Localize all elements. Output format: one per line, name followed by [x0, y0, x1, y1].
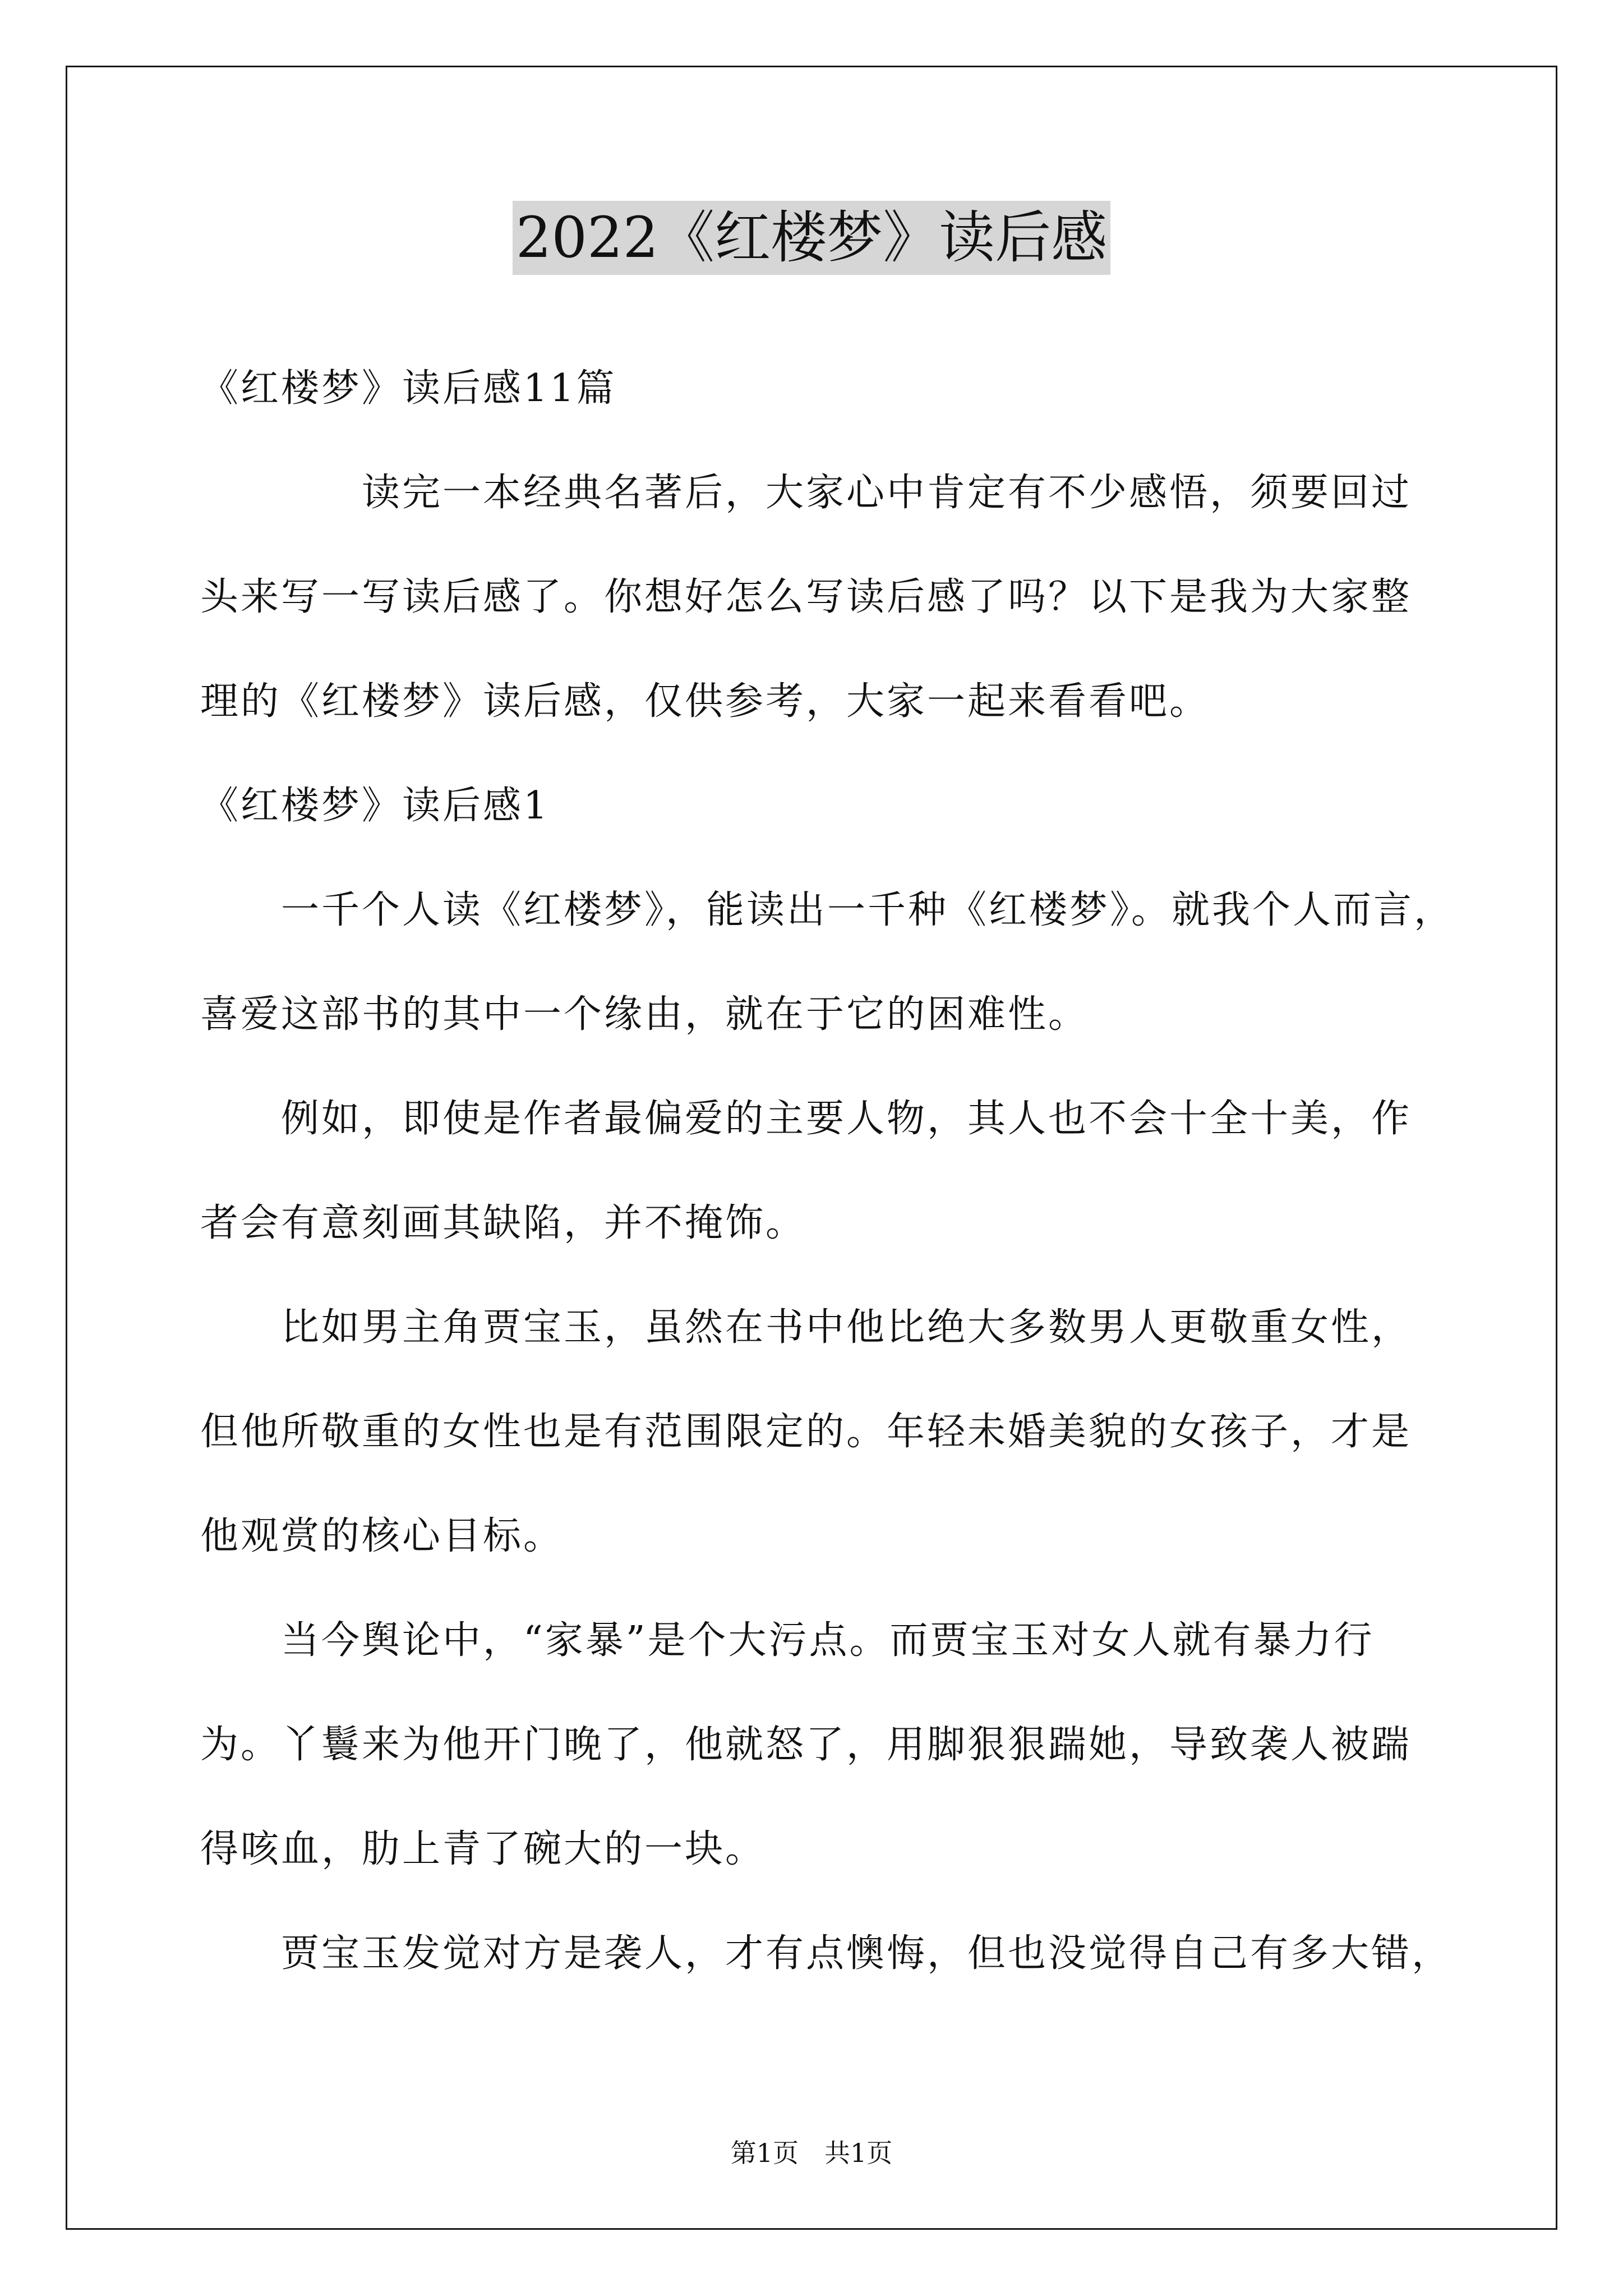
text-line: 读完一本经典名著后，大家心中肯定有不少感悟，须要回过 [200, 471, 1412, 515]
text-line: 一千个人读《红楼梦》，能读出一千种《红楼梦》。就我个人而言， [200, 888, 1455, 932]
text-line: 为。丫鬟来为他开门晚了，他就怒了，用脚狠狠踹她，导致袭人被踹 [200, 1723, 1412, 1767]
text-line: 头来写一写读后感了。你想好怎么写读后感了吗？以下是我为大家整 [200, 575, 1412, 619]
text-line: 例如，即使是作者最偏爱的主要人物，其人也不会十全十美，作 [200, 1097, 1412, 1141]
document-body [200, 337, 1455, 2006]
text-line: 但他所敬重的女性也是有范围限定的。年轻未婚美貌的女孩子，才是 [200, 1410, 1412, 1454]
text-line: 他观赏的核心目标。 [200, 1514, 564, 1558]
text-line: 比如男主角贾宝玉，虽然在书中他比绝大多数男人更敬重女性， [200, 1305, 1412, 1350]
subtitle: 《红楼梦》读后感11篇 [200, 366, 617, 411]
text-line: 理的《红楼梦》读后感，仅供参考，大家一起来看看吧。 [200, 679, 1210, 724]
title-container [0, 201, 1623, 275]
section-heading: 《红楼梦》读后感1 [200, 784, 550, 828]
text-line: 得咳血，肋上青了碗大的一块。 [200, 1827, 766, 1871]
text-line: 贾宝玉发觉对方是袭人，才有点懊悔，但也没觉得自己有多大错， [200, 1931, 1453, 1976]
page-footer: 第1页 共1页 [730, 2138, 893, 2168]
text-line: 喜爱这部书的其中一个缘由，就在于它的困难性。 [200, 992, 1089, 1037]
text-line: 者会有意刻画其缺陷，并不掩饰。 [200, 1201, 806, 1245]
text-line: 当今舆论中，“家暴”是个大污点。而贾宝玉对女人就有暴力行 [200, 1618, 1375, 1663]
document-title: 2022《红楼梦》读后感 [513, 201, 1111, 275]
